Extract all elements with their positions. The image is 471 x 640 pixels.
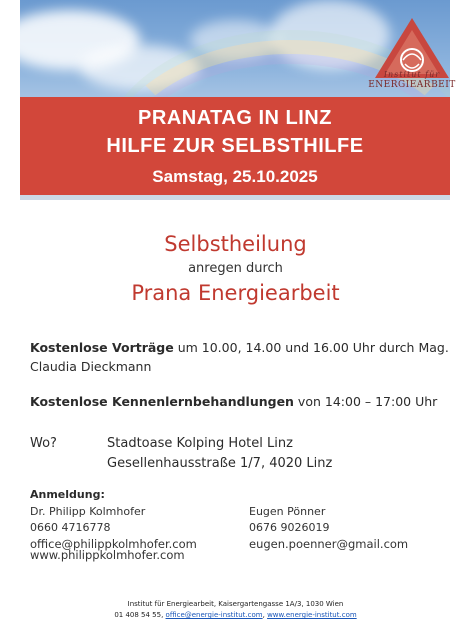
contact-website-link[interactable]: www.philippkolmhofer.com [30,548,185,562]
contact-phone[interactable]: 0660 4716778 [30,521,111,534]
talks-paragraph [30,338,450,376]
logo-title: ENERGIEARBEIT [368,80,456,90]
contact-name: Eugen Pönner [249,505,326,518]
contact-email[interactable]: eugen.poenner@gmail.com [249,537,409,551]
location-venue: Stadtoase Kolping Hotel Linz [107,436,293,451]
location-label: Wo? [30,436,57,451]
contact-right [249,504,408,552]
treatments-paragraph [30,392,450,411]
event-date: Samstag, 25.10.2025 [152,167,318,186]
title-banner [20,97,450,195]
footer-phone: 01 408 54 55, [114,611,166,619]
logo-subtitle: Institut für [383,70,441,79]
contact-phone[interactable]: 0676 9026019 [249,521,330,534]
talks-label: Kostenlose Vorträge [30,340,174,355]
treatments-details: von 14:00 – 17:00 Uhr [293,394,438,409]
location-address: Gesellenhausstraße 1/7, 4020 Linz [107,456,333,471]
footer-website-link[interactable]: www.energie-institut.com [267,611,357,619]
contact-email[interactable]: office@philippkolmhofer.com [30,537,197,551]
footer-contact [0,611,471,619]
footer-address: Institut für Energiearbeit, Kaisergartengasse 1A/3, 1030 Wien [127,600,344,608]
registration-title: Anmeldung: [30,488,105,501]
headline-prana: Prana Energiearbeit [131,281,340,305]
footer-email-link[interactable]: office@energie-institut.com [165,611,263,619]
headline-selbstheilung: Selbstheilung [164,232,307,256]
headline-anregen: anregen durch [188,261,283,276]
contact-name: Dr. Philipp Kolmhofer [30,505,146,518]
talks-details: um 10.00, 14.00 und 16.00 Uhr durch Mag. Claudia Dieckmann [30,340,449,374]
event-subtitle: HILFE ZUR SELBSTHILFE [106,135,364,157]
footer-separator: , [262,611,268,619]
event-title: PRANATAG IN LINZ [138,107,332,129]
contact-left [30,504,197,552]
treatments-label: Kostenlose Kennenlernbehandlungen [30,394,294,409]
